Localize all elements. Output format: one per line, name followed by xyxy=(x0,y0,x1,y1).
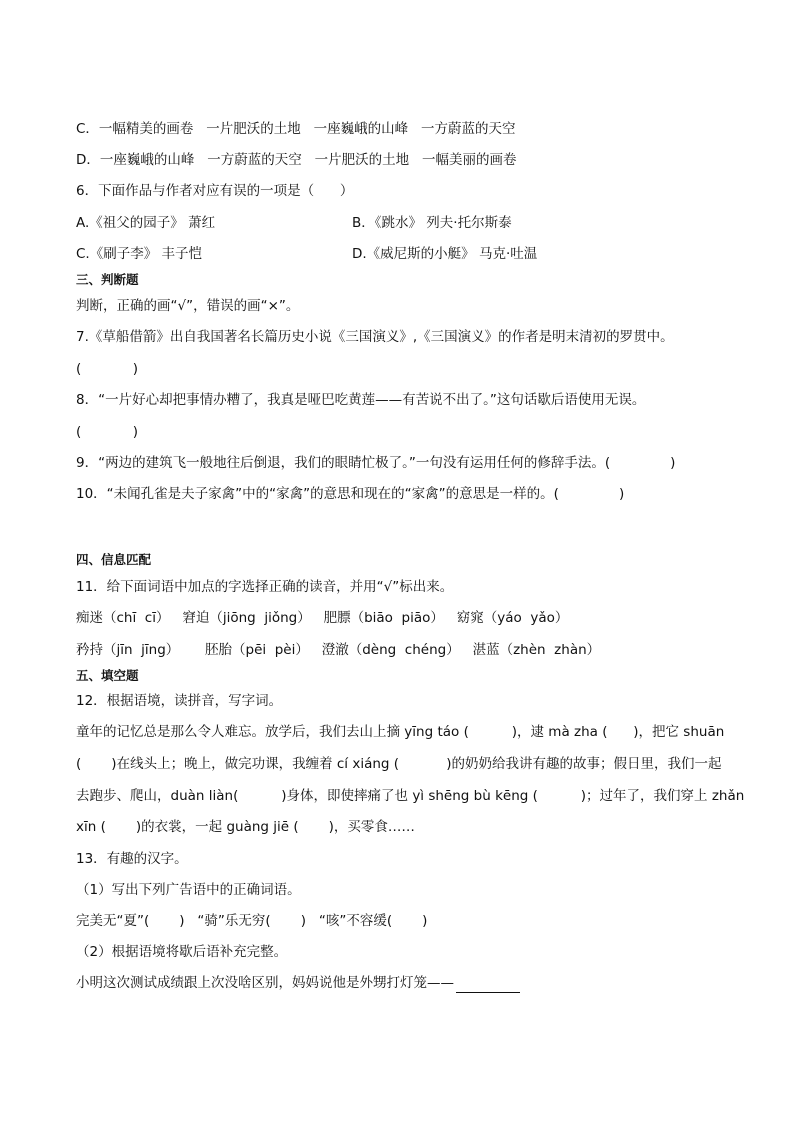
q13-sub1: （1）写出下列广告语中的正确词语。 xyxy=(76,882,301,898)
q13-ads-line: 完美无“夏”( ) “骑”乐无穷( ) “咳”不容缓( ) xyxy=(76,913,428,929)
answer-blank-line[interactable] xyxy=(456,978,520,993)
q6-option-c: C.《刷子李》 丰子恺 xyxy=(76,246,203,262)
q11-row2: 矜持（jīn jīng） 胚胎（pēi pèi） 澄澈（dèng chéng） 湛蓝（zhèn zhàn） xyxy=(76,642,601,658)
q12-para-line4: xīn ( )的衣裳，一起 guàng jiē ( )，买零食…… xyxy=(76,819,415,835)
section3-instruction: 判断，正确的画“√”，错误的画“×”。 xyxy=(76,298,300,314)
section5-title: 五、填空题 xyxy=(76,668,139,683)
q12-text: 12．根据语境，读拼音，写字词。 xyxy=(76,693,283,709)
q13-last-text: 小明这次测试成绩跟上次没啥区别，妈妈说他是外甥打灯笼—— xyxy=(76,975,454,991)
q5-option-c: C．一幅精美的画卷 一片肥沃的土地 一座巍峨的山峰 一方蔚蓝的天空 xyxy=(76,121,516,137)
q12-para-line2: ( )在线头上；晚上，做完功课，我缠着 cí xiáng ( )的奶奶给我讲有趣的故事；假日里，我们一起 xyxy=(76,756,722,772)
q10-text: 10．“未闻孔雀是夫子家禽”中的“家禽”的意思和现在的“家禽”的意思是一样的。( ) xyxy=(76,486,625,502)
q5-option-d: D．一座巍峨的山峰 一方蔚蓝的天空 一片肥沃的土地 一幅美丽的画卷 xyxy=(76,152,517,168)
q8-answer-paren: ( ) xyxy=(76,424,139,440)
q11-text: 11．给下面词语中加点的字选择正确的读音，并用“√”标出来。 xyxy=(76,579,454,595)
q12-para-line1: 童年的记忆总是那么令人难忘。放学后，我们去山上摘 yīng táo ( )，逮 mà zha ( )，把它 shuān xyxy=(76,724,725,740)
q13-text: 13．有趣的汉字。 xyxy=(76,851,188,867)
q6-option-b: B．《跳水》 列夫·托尔斯泰 xyxy=(352,215,512,231)
section3-title: 三、判断题 xyxy=(76,272,139,287)
q11-row1: 痴迷（chī cī） 窘迫（jiōng jiǒng） 肥膘（biāo piāo） 窈窕（yáo yǎo） xyxy=(76,610,569,626)
q6-option-a: A.《祖父的园子》 萧红 xyxy=(76,215,216,231)
q13-sub2: （2）根据语境将歇后语补充完整。 xyxy=(76,944,288,960)
q12-para-line3: 去跑步、爬山，duàn liàn( )身体，即使摔痛了也 yì shēng bù kēng ( )；过年了，我们穿上 zhǎn xyxy=(76,788,745,804)
q13-last-line xyxy=(76,973,520,993)
q7-text: 7.《草船借箭》出自我国著名长篇历史小说《三国演义》,《三国演义》的作者是明末清初的罗贯中。 xyxy=(76,329,674,345)
q6-stem: 6．下面作品与作者对应有误的一项是（ ） xyxy=(76,183,354,199)
q7-answer-paren: ( ) xyxy=(76,361,139,377)
q6-option-d: D.《威尼斯的小艇》 马克·吐温 xyxy=(352,246,538,262)
q8-text: 8．“一片好心却把事情办糟了，我真是哑巴吃黄莲——有苦说不出了。”这句话歇后语使用无误。 xyxy=(76,392,646,408)
q9-text: 9．“两边的建筑飞一般地往后倒退，我们的眼睛忙极了。”一句没有运用任何的修辞手法。( ) xyxy=(76,455,676,471)
section4-title: 四、信息匹配 xyxy=(76,552,152,567)
